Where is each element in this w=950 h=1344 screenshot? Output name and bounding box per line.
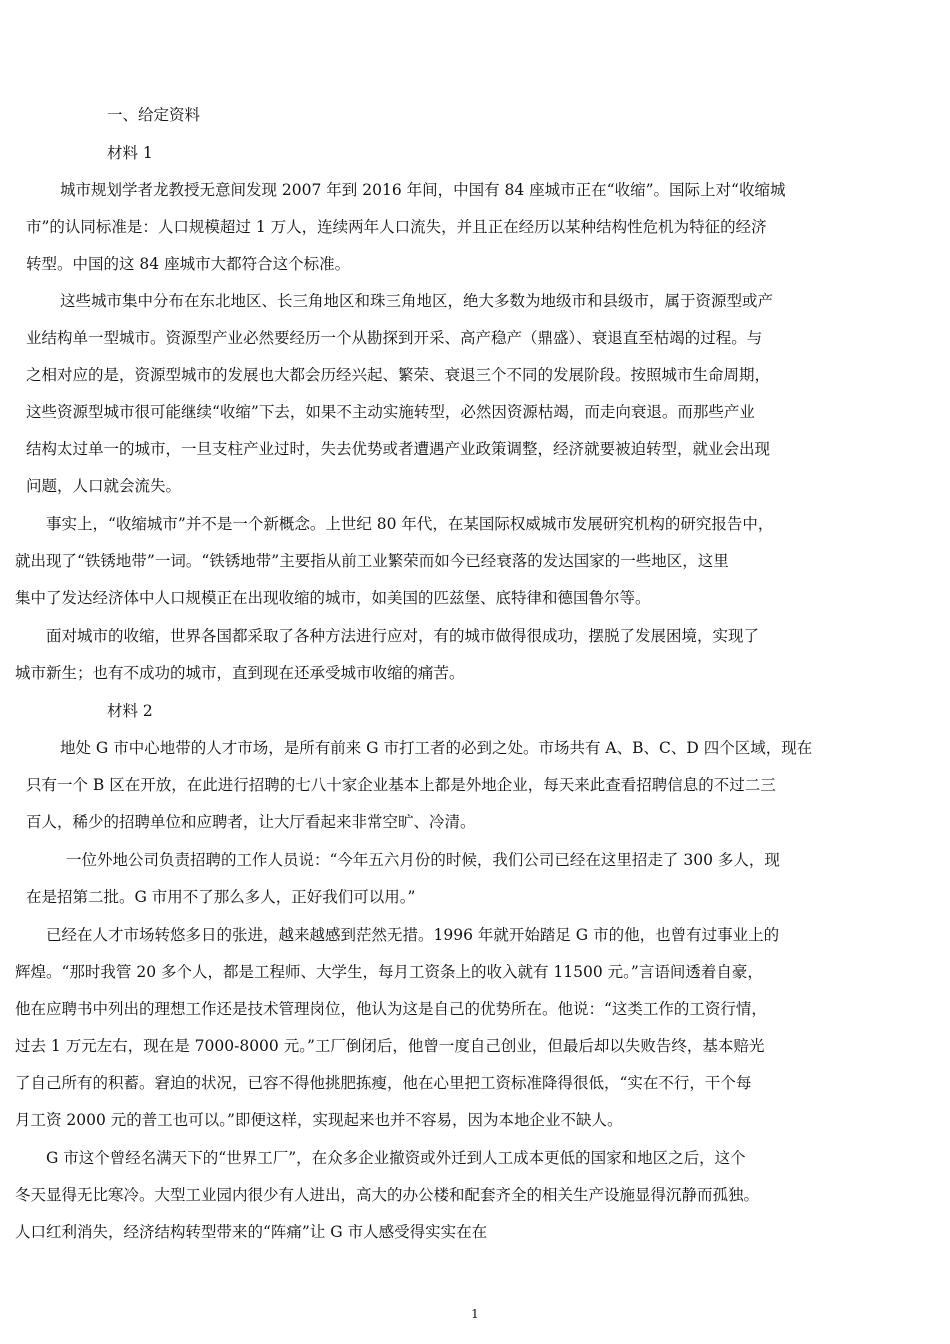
paragraph-line: 转型。中国的这 84 座城市大都符合这个标准。 [26,255,351,273]
paragraph-line: 之相对应的是，资源型城市的发展也大都会历经兴起、繁荣、衰退三个不同的发展阶段。按照城市生命周期， [26,366,771,384]
paragraph-line: 冬天显得无比寒冷。大型工业园内很少有人进出，高大的办公楼和配套齐全的相关生产设施显得沉静而孤独。 [15,1186,760,1204]
material-2-title: 材料 2 [107,702,153,720]
paragraph-line: 月工资 2000 元的普工也可以。”即便这样，实现起来也并不容易，因为本地企业不缺人。 [15,1111,623,1129]
page-number: 1 [471,1307,479,1321]
section-heading: 一、给定资料 [107,106,201,124]
paragraph-line: 事实上，“收缩城市”并不是一个新概念。上世纪 80 年代，在某国际权威城市发展研究机构的研究报告中， [46,515,774,533]
paragraph-line: 了自己所有的积蓄。窘迫的状况，已容不得他挑肥拣瘦，他在心里把工资标准降得很低，“实在不行，干个每 [15,1074,752,1092]
paragraph-line: 在是招第二批。G 市用不了那么多人，正好我们可以用。” [26,888,416,906]
paragraph-line: 城市规划学者龙教授无意间发现 2007 年到 2016 年间，中国有 84 座城市正在“收缩”。国际上对“收缩城 [60,181,786,199]
paragraph-line: 百人，稀少的招聘单位和应聘者，让大厅看起来非常空旷、冷清。 [26,813,476,831]
paragraph-line: 就出现了“铁锈地带”一词。“铁锈地带”主要指从前工业繁荣而如今已经衰落的发达国家的一些地区，这里 [15,552,729,570]
paragraph-line: 只有一个 B 区在开放，在此进行招聘的七八十家企业基本上都是外地企业，每天来此查看招聘信息的不过二三 [26,776,776,794]
paragraph-line: 市”的认同标准是：人口规模超过 1 万人，连续两年人口流失，并且正在经历以某种结构性危机为特征的经济 [26,218,767,236]
paragraph-line: G 市这个曾经名满天下的“世界工厂”，在众多企业撤资或外迁到人工成本更低的国家和地区之后，这个 [46,1149,746,1167]
paragraph-line: 城市新生；也有不成功的城市，直到现在还承受城市收缩的痛苦。 [15,664,465,682]
paragraph-line: 问题，人口就会流失。 [26,477,182,495]
paragraph-line: 结构太过单一的城市，一旦支柱产业过时，失去优势或者遭遇产业政策调整，经济就要被迫转型，就业会出现 [26,440,771,458]
paragraph-line: 这些城市集中分布在东北地区、长三角地区和珠三角地区，绝大多数为地级市和县级市，属于资源型或产 [60,292,774,310]
paragraph-line: 业结构单一型城市。资源型产业必然要经历一个从勘探到开采、高产稳产（鼎盛）、衰退直至枯竭的过程。与 [26,329,763,347]
paragraph-line: 人口红利消失，经济结构转型带来的“阵痛”让 G 市人感受得实实在在 [15,1223,488,1241]
paragraph-line: 集中了发达经济体中人口规模正在出现收缩的城市，如美国的匹兹堡、底特律和德国鲁尔等。 [15,589,651,607]
material-1-title: 材料 1 [107,144,153,162]
paragraph-line: 一位外地公司负责招聘的工作人员说：“今年五六月份的时候，我们公司已经在这里招走了 300 多人，现 [66,851,780,869]
paragraph-line: 地处 G 市中心地带的人才市场，是所有前来 G 市打工者的必到之处。市场共有 A、B、C、D 四个区域，现在 [60,739,813,757]
paragraph-line: 已经在人才市场转悠多日的张进，越来越感到茫然无措。1996 年就开始踏足 G 市的他，也曾有过事业上的 [46,926,780,944]
paragraph-line: 这些资源型城市很可能继续“收缩”下去，如果不主动实施转型，必然因资源枯竭，而走向衰退。而那些产业 [26,403,755,421]
paragraph-line: 过去 1 万元左右，现在是 7000-8000 元。”工厂倒闭后，他曾一度自己创业，但最后却以失败告终，基本赔光 [15,1037,765,1055]
paragraph-line: 他在应聘书中列出的理想工作还是技术管理岗位，他认为这是自己的优势所在。他说：“这类工作的工资行情， [15,1000,767,1018]
paragraph-line: 面对城市的收缩，世界各国都采取了各种方法进行应对，有的城市做得很成功，摆脱了发展困境，实现了 [46,627,760,645]
paragraph-line: 辉煌。“那时我管 20 多个人，都是工程师、大学生，每月工资条上的收入就有 11500 元。”言语间透着自豪， [15,963,763,981]
